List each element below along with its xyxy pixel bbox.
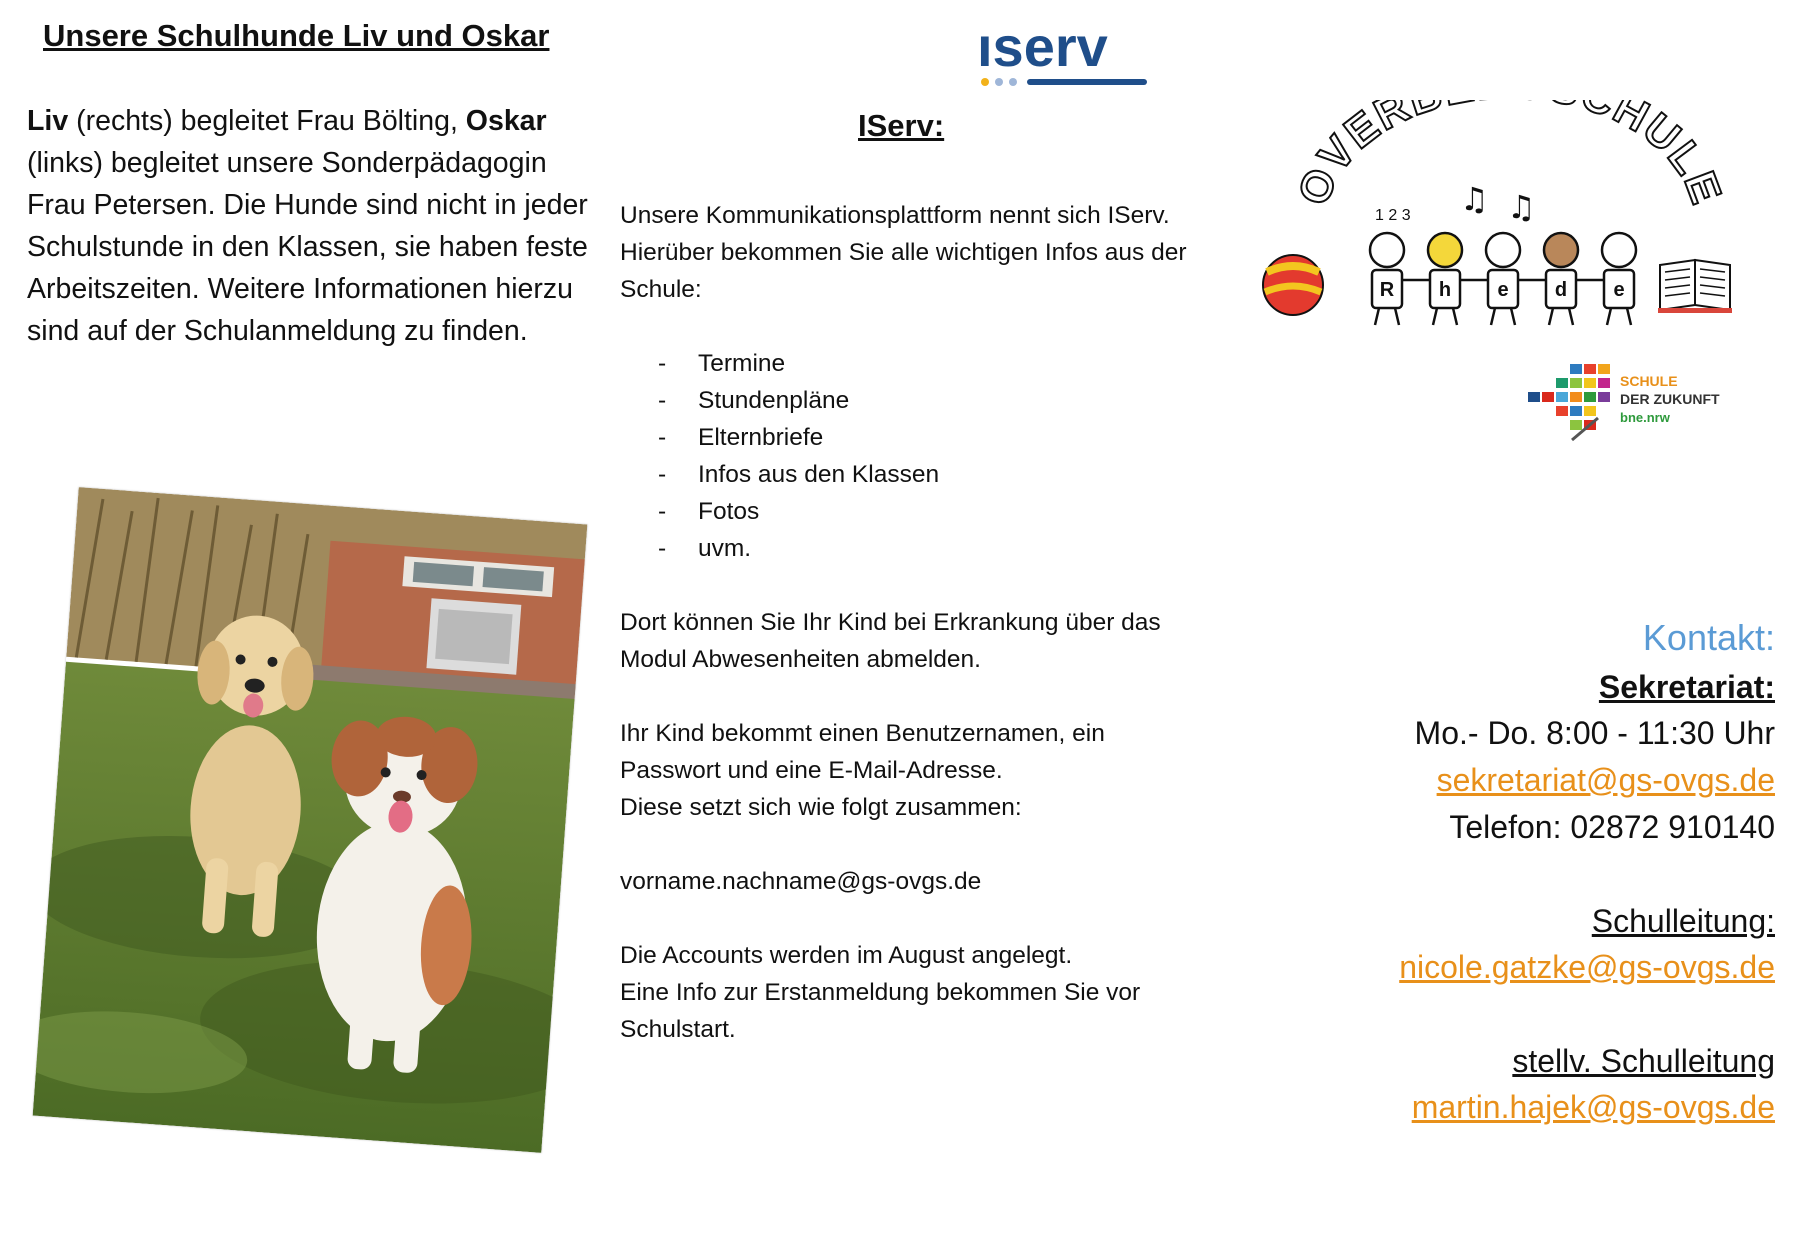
stellv-schulleitung-label: stellv. Schulleitung [1512, 1043, 1775, 1079]
logo-letter: h [1438, 279, 1452, 301]
dog-name-liv: Liv [27, 105, 69, 137]
school-dogs-title: Unsere Schulhunde Liv und Oskar [43, 18, 550, 53]
logo-letter: e [1497, 279, 1509, 301]
phone-number: Telefon: 02872 910140 [1449, 809, 1775, 845]
iserv-account-info-2: Diese setzt sich wie folgt zusammen: [620, 794, 1022, 821]
iserv-logo [975, 18, 1155, 90]
logo-letter: d [1554, 279, 1568, 301]
dog-name-oskar: Oskar [465, 105, 547, 137]
iserv-account-info-1: Ihr Kind bekommt einen Benutzernamen, ein Passwort und eine E-Mail-Adresse. [620, 720, 1105, 784]
schule-der-zukunft-logo [1528, 360, 1738, 455]
iserv-intro-1: Unsere Kommunikationsplattform nennt sich IServ. [620, 202, 1170, 229]
iserv-email-format: vorname.nachname@gs-ovgs.de [620, 868, 982, 895]
stellv-schulleitung-email-link[interactable]: martin.hajek@gs-ovgs.de [1411, 1089, 1775, 1125]
iserv-sick-info: Dort können Sie Ihr Kind bei Erkrankung über das Modul Abwesenheiten abmelden. [620, 609, 1161, 673]
logo-letter: R [1379, 279, 1395, 301]
logo-letter: e [1613, 279, 1625, 301]
list-item: - Fotos [658, 493, 1190, 530]
sdz-line-2: DER ZUKUNFT [1620, 391, 1720, 407]
school-dogs-text: Liv (rechts) begleitet Frau Bölting, Oskar (links) begleitet unsere Sonderpädagogin Frau Petersen. Die Hunde sind nicht in jeder Schulstunde in den Klassen, sie haben feste Arbeitszeiten. Weitere Informationen hierzu sind auf der Schulanmeldung zu finden. [27, 105, 588, 347]
iserv-features-list [620, 345, 1190, 567]
iserv-setup-info-1: Die Accounts werden im August angelegt. [620, 942, 1073, 969]
school-numbers: 1 2 3 [1375, 207, 1411, 224]
iserv-info-text [620, 197, 1190, 1048]
schulleitung-label: Schulleitung: [1591, 903, 1775, 939]
schulleitung-email-link[interactable]: nicole.gatzke@gs-ovgs.de [1399, 949, 1775, 985]
list-item: - Elternbriefe [658, 419, 1190, 456]
sdz-line-1: SCHULE [1620, 373, 1678, 389]
iserv-intro-2: Hierüber bekommen Sie alle wichtigen Infos aus der Schule: [620, 239, 1187, 303]
iserv-logo-text: ıserv [977, 18, 1108, 78]
school-name-text: OVER HULE [1288, 100, 1732, 212]
list-item: - Infos aus den Klassen [658, 456, 1190, 493]
overbergschule-logo [1255, 100, 1735, 330]
sekretariat-label: Sekretariat: [1598, 669, 1775, 705]
sekretariat-email-link[interactable]: sekretariat@gs-ovgs.de [1436, 762, 1775, 798]
contact-section [1215, 612, 1775, 1131]
list-item: - Stundenpläne [658, 382, 1190, 419]
contact-heading: Kontakt: [1642, 617, 1775, 658]
iserv-heading: IServ: [858, 108, 945, 143]
svg-text:♫: ♫ [1460, 180, 1489, 218]
list-item: - uvm. [658, 530, 1190, 567]
school-dogs-photo [33, 487, 588, 1153]
sdz-line-3: bne.nrw [1620, 410, 1670, 425]
list-item: - Termine [658, 345, 1190, 382]
iserv-setup-info-2: Eine Info zur Erstanmeldung bekommen Sie vor Schulstart. [620, 979, 1141, 1043]
svg-text:♫: ♫ [1507, 188, 1536, 226]
office-hours: Mo.- Do. 8:00 - 11:30 Uhr [1414, 715, 1775, 751]
